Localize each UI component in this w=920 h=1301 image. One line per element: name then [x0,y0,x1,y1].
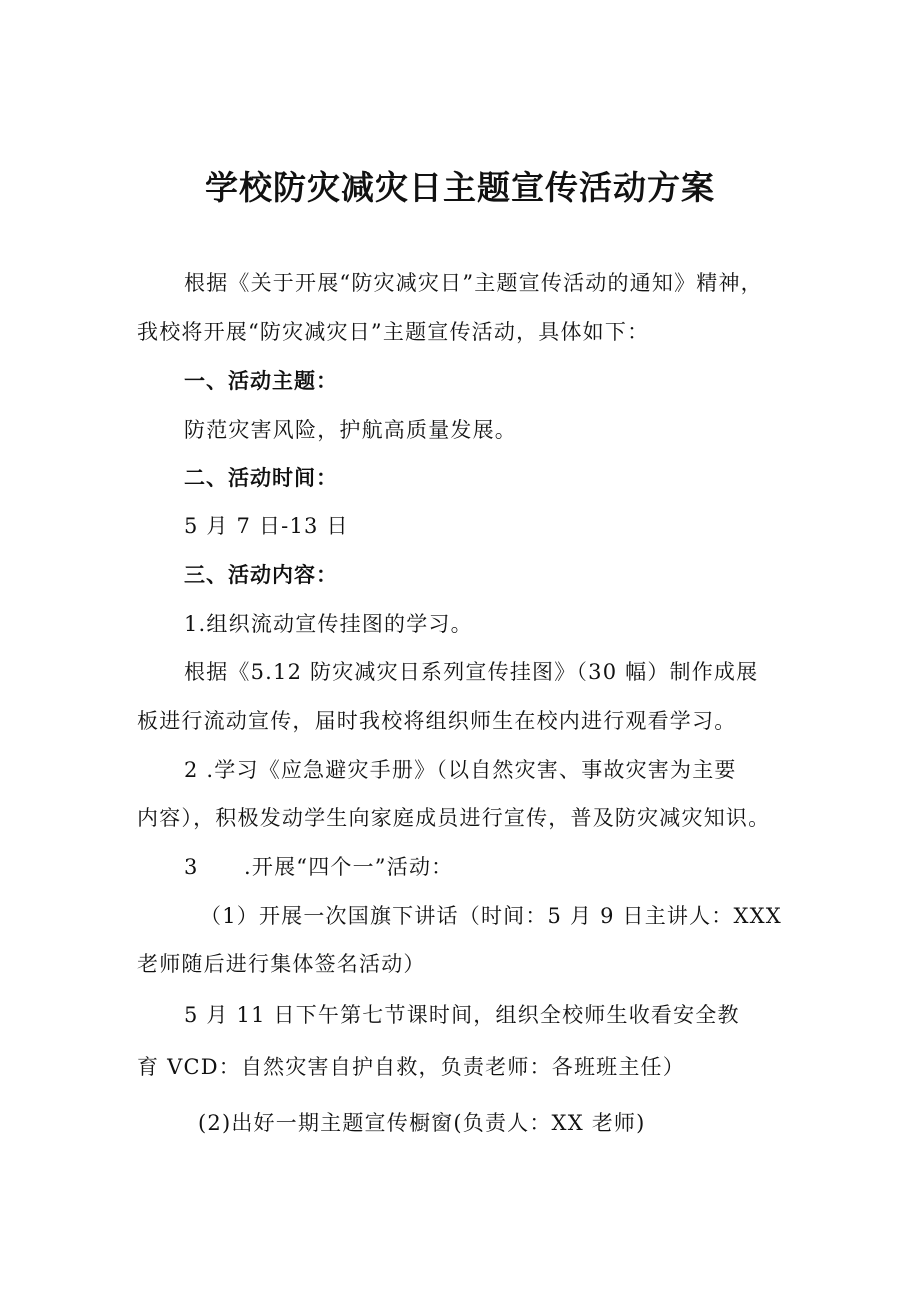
section-body-theme: 防范灾害风险，护航高质量发展。 [184,418,517,442]
content-item-3-number: 3 [184,855,199,879]
content-item-3-title: .开展“四个一”活动： [244,855,454,879]
sub-item-2-text: (2)出好一期主题宣传橱窗(负责人：XX 老师) [198,1111,646,1135]
sub-item-1-text-2: 老师随后进行集体签名活动） [137,952,426,976]
intro-line-1: 根据《关于开展“防灾减灾日”主题宣传活动的通知》精神， [184,271,763,295]
document-title: 学校防灾减灾日主题宣传活动方案 [205,168,715,207]
sub-item-1-extra-2: 育 VCD：自然灾害自护自救，负责老师：各班班主任） [137,1055,685,1079]
section-heading-content: 三、活动内容： [184,563,338,587]
section-body-time: 5 月 7 日-13 日 [184,514,349,538]
sub-item-1-extra-1: 5 月 11 日下午第七节课时间，组织全校师生收看安全教 [184,1003,740,1027]
content-item-2-text-2: 内容），积极发动学生向家庭成员进行宣传，普及防灾减灾知识。 [137,806,771,830]
section-heading-theme: 一、活动主题： [184,369,338,393]
intro-line-2: 我校将开展“防灾减灾日”主题宣传活动，具体如下： [137,320,650,344]
sub-item-1-text-1: （1）开展一次国旗下讲话（时间：5 月 9 日主讲人：XXX [200,904,782,928]
content-item-1-title: 1.组织流动宣传挂图的学习。 [184,612,473,636]
content-item-2-text-1: 2 .学习《应急避灾手册》（以自然灾害、事故灾害为主要 [184,758,737,782]
content-item-1-text-1: 根据《5.12 防灾减灾日系列宣传挂图》（30 幅）制作成展 [184,660,759,684]
section-heading-time: 二、活动时间： [184,466,338,490]
content-item-1-text-2: 板进行流动宣传，届时我校将组织师生在校内进行观看学习。 [137,709,737,733]
